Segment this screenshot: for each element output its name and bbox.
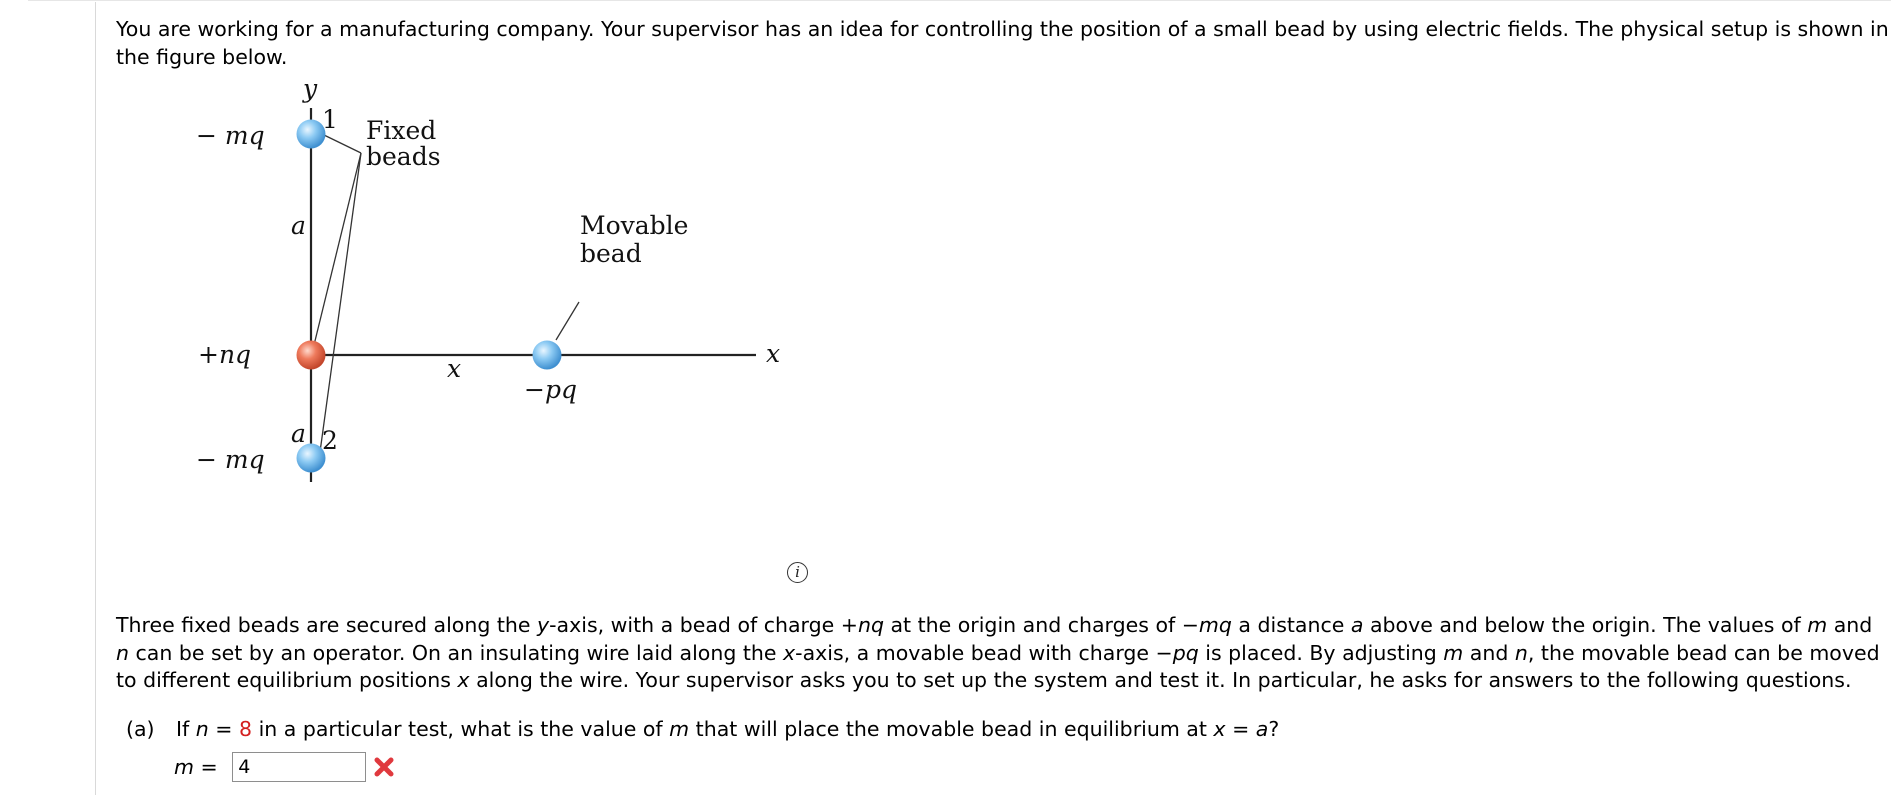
movable-bead-label-line1: Movable bbox=[580, 211, 689, 240]
bead-setup-figure bbox=[96, 74, 816, 597]
movable-charge-label: −pq bbox=[524, 375, 577, 404]
fixed-beads-label-line2: beads bbox=[366, 142, 441, 171]
desc-text: and bbox=[1463, 640, 1515, 665]
n-value: 8 bbox=[239, 717, 253, 741]
upper-distance-label: a bbox=[291, 211, 306, 240]
desc-text: Three fixed beads are secured along the bbox=[116, 613, 538, 637]
desc-text: at the origin and charges of − bbox=[883, 613, 1199, 637]
question-text: If bbox=[176, 717, 196, 741]
desc-var: x bbox=[783, 640, 796, 665]
fixed-beads-leader-1 bbox=[324, 135, 361, 153]
question-var: x bbox=[1213, 717, 1226, 741]
lower-distance-label: a bbox=[291, 419, 306, 448]
x-axis-label: x bbox=[766, 339, 781, 368]
desc-text: -axis, a movable bead with charge − bbox=[795, 640, 1173, 665]
desc-var: m bbox=[1807, 613, 1828, 637]
bead-1-number: 1 bbox=[322, 105, 338, 134]
part-a-question bbox=[126, 715, 1279, 743]
part-a-label: (a) bbox=[126, 717, 155, 741]
origin-charge-label: +nq bbox=[198, 340, 252, 369]
question-var: a bbox=[1255, 717, 1269, 741]
x-distance-label: x bbox=[447, 354, 462, 383]
answer-input-m[interactable] bbox=[232, 752, 366, 782]
top-charge-label: − mq bbox=[196, 121, 265, 150]
fixed-beads-leader-2 bbox=[314, 153, 361, 345]
fixed-bead-origin bbox=[297, 341, 326, 370]
answer-variable-label: m bbox=[174, 755, 194, 779]
desc-var: pq bbox=[1172, 640, 1199, 665]
desc-var: n bbox=[116, 640, 129, 665]
movable-bead bbox=[533, 341, 562, 370]
desc-text: is placed. By adjusting bbox=[1198, 640, 1444, 665]
desc-var: a bbox=[1350, 613, 1364, 637]
desc-var: x bbox=[457, 668, 470, 692]
desc-text: along the wire. Your supervisor asks you to set up the system and test it. In particular, he asks for answers to the following questions. bbox=[469, 668, 1852, 692]
question-var: n bbox=[195, 717, 209, 741]
bead-2-number: 2 bbox=[322, 426, 338, 455]
question-text: = bbox=[1225, 717, 1256, 741]
answer-equals: = bbox=[193, 755, 225, 779]
fixed-beads-label-line1: Fixed bbox=[366, 116, 437, 145]
desc-var: n bbox=[1514, 640, 1528, 665]
desc-var: y bbox=[537, 613, 550, 637]
desc-var: m bbox=[1443, 640, 1464, 665]
desc-var: nq bbox=[857, 613, 884, 637]
red-x-icon bbox=[372, 755, 396, 779]
question-text: that will place the movable bead in equilibrium at bbox=[689, 717, 1214, 741]
desc-text: -axis, with a bead of charge + bbox=[549, 613, 858, 637]
movable-bead-leader bbox=[556, 302, 579, 340]
bottom-charge-label: − mq bbox=[196, 445, 265, 474]
desc-var: mq bbox=[1198, 613, 1232, 637]
question-text: = bbox=[208, 717, 239, 741]
question-var: m bbox=[669, 717, 690, 741]
desc-text: a distance bbox=[1231, 613, 1351, 637]
question-panel bbox=[95, 2, 1891, 795]
desc-text: above and below the origin. The values of bbox=[1363, 613, 1808, 637]
desc-text: can be set by an operator. On an insulating wire laid along the bbox=[129, 640, 784, 665]
answer-row bbox=[174, 750, 396, 784]
problem-description bbox=[116, 612, 1891, 695]
question-text: in a particular test, what is the value of bbox=[252, 717, 670, 741]
y-axis-label: y bbox=[303, 74, 318, 103]
fixed-beads-leader-3 bbox=[320, 153, 361, 452]
question-text: ? bbox=[1268, 717, 1280, 741]
desc-text: and bbox=[1827, 613, 1873, 637]
intro-text: You are working for a manufacturing company. Your supervisor has an idea for controlling the position of a small bead by using electric fields. The physical setup is shown in the figure below. bbox=[116, 17, 1889, 69]
desc-text: , the movable bead can be moved to different equilibrium positions bbox=[116, 640, 1880, 692]
info-icon[interactable]: i bbox=[787, 562, 808, 583]
movable-bead-label-line2: bead bbox=[580, 239, 642, 268]
